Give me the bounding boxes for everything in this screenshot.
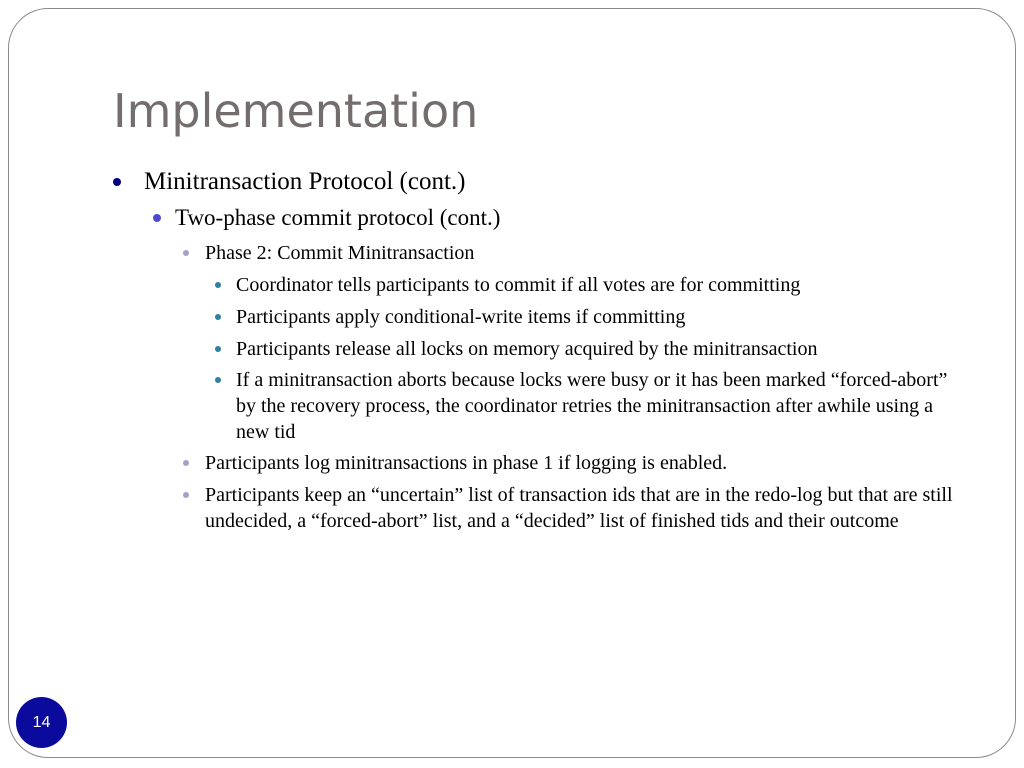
bullet-level3-item	[183, 450, 953, 476]
bullet-level4-item	[215, 304, 955, 330]
bullet-text: Two-phase commit protocol (cont.)	[175, 205, 501, 230]
bullet-dot-icon	[215, 282, 221, 288]
page-number-badge	[16, 697, 67, 748]
bullet-level4-item	[215, 336, 955, 362]
bullet-dot-icon	[183, 460, 189, 466]
bullet-text: Coordinator tells participants to commit if all votes are for committing	[236, 274, 801, 296]
bullet-level3-item	[183, 482, 953, 534]
bullet-level1-item	[113, 167, 465, 197]
bullet-dot-icon	[215, 314, 221, 320]
bullet-level4-item	[215, 367, 955, 445]
bullet-text: Minitransaction Protocol (cont.)	[144, 168, 466, 195]
bullet-dot-icon	[113, 178, 121, 186]
page-number: 14	[32, 713, 51, 731]
slide-title: Implementation	[113, 84, 479, 138]
bullet-level4-item	[215, 272, 955, 298]
bullet-dot-icon	[183, 492, 189, 498]
bullet-level2-item	[153, 204, 500, 232]
bullet-text: If a minitransaction aborts because locks were busy or it has been marked “forced-abort” by the recovery process, the coordinator retries the minitransaction after awhile using a new tid	[236, 369, 948, 443]
bullet-text: Participants release all locks on memory acquired by the minitransaction	[236, 338, 818, 360]
bullet-dot-icon	[215, 377, 221, 383]
bullet-dot-icon	[153, 214, 161, 222]
bullet-dot-icon	[215, 346, 221, 352]
bullet-level3-item	[183, 240, 953, 266]
bullet-text: Participants log minitransactions in phase 1 if logging is enabled.	[205, 452, 728, 474]
bullet-dot-icon	[183, 250, 189, 256]
bullet-text: Participants keep an “uncertain” list of transaction ids that are in the redo-log but that are still undecided, a “forced-abort” list, and a “decided” list of finished tids and their outcome	[205, 484, 953, 532]
bullet-text: Phase 2: Commit Minitransaction	[205, 242, 475, 264]
bullet-text: Participants apply conditional-write items if committing	[236, 306, 686, 328]
